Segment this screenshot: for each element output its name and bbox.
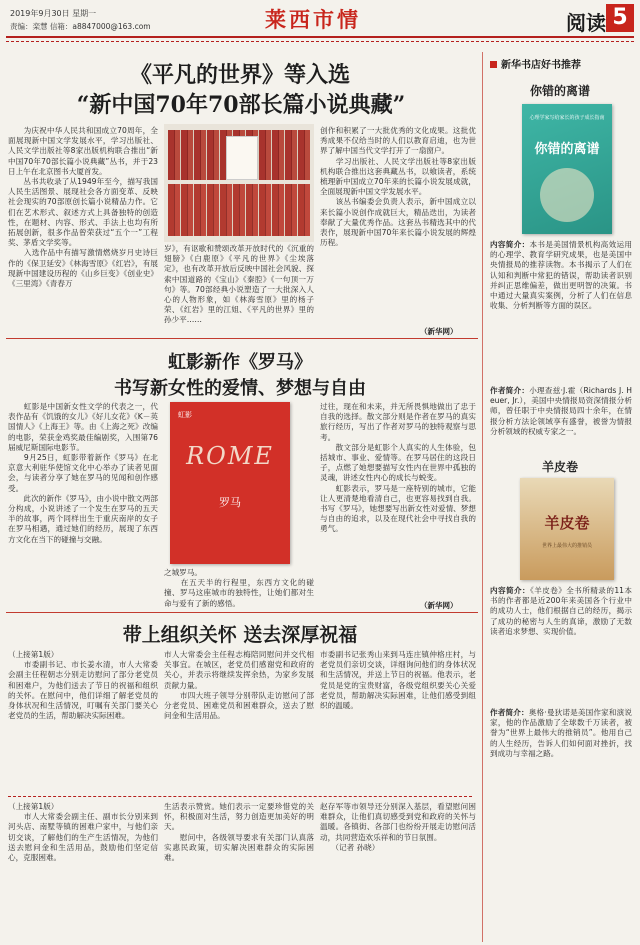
header-editor: 责编：栾慧 信箱：a8847000@163.com	[10, 22, 151, 31]
article-3-lower-column-1: （上接第1版） 市人大常委会副主任、副市长分别来到河头店、南墅等镇的困难户家中，与他们亲切交谈，了解他们的生产生活情况，为他们送去慰问金和生活用品，鼓励他们坚定信心，克服困难。	[8, 802, 158, 863]
sidebar-header-marker	[490, 61, 497, 68]
book2-intro-label: 内容简介：	[490, 586, 531, 595]
book1-cover-title: 你错的离谱	[534, 142, 600, 157]
rome-cover-author: 虹影	[178, 411, 192, 419]
article-2-title-line2: 书写新女性的爱情、梦想与自由	[114, 378, 366, 399]
book2-cover-title: 羊皮卷	[544, 514, 590, 532]
book1-cover-sub: 心理学家写给家长的孩子成长指南	[529, 115, 605, 121]
page-number-badge: 5	[606, 4, 634, 32]
newspaper-logo: 莱西市情	[265, 7, 361, 32]
book2-author	[490, 708, 632, 938]
book1-intro-label: 内容简介：	[490, 240, 530, 249]
sidebar-separator	[482, 52, 483, 942]
book-collection-image	[164, 124, 314, 242]
article-1-column-1: 为庆祝中华人民共和国成立70周年，全面展现新中国文学发展水平，学习出版社、人民文学出版社等8家出版机构联合推出“新中国70年70部长篇小说典藏”丛书，并于23日上午在北京图书大厦首发。 丛书共收录了从1949年至今，描写我国人民生活图景、展现社会各方面变革、反映社会现实的70部原创长篇小说精品力作。它们在艺术形式、叙述方式上具备独特的创造性，在题材、内容、形式、手法上也均有所拓展创新，很多作品曾荣获过“五个一”工程奖、茅盾文学奖等。 入选作品中有描写激情燃烧岁月史诗巨作的《保卫延安》《林海雪原》《红岩》，有展现新中国建设历程的《山乡巨变》《创业史》《三里湾》《青春万	[8, 126, 158, 289]
article-3-mid-rule	[8, 796, 472, 797]
book2-intro-text: 《羊皮卷》全书所精录的11本书的作者都是近200年来美国各个行业中的成功人士，他们根据自己的经历，揭示了成功的秘密与人生的真谛，激励了无数读者追求梦想、实现价值。	[490, 586, 632, 636]
book2-title: 羊皮卷	[541, 460, 578, 474]
article-1-title-line1: 《平凡的世界》等入选	[129, 62, 350, 88]
book2-cover	[520, 478, 614, 580]
book1-author-text: 小理查兹·J.霍（Richards J. Heuer, Jr.），美国中央情报局资深情报分析师，曾任职于中央情报局四十余年，在情报分析方法论领域享有盛誉，被誉为情报分析领域的权威专家之一。	[490, 386, 632, 436]
book1-intro	[490, 240, 632, 382]
book2-author-text: 奥格·曼狄诺是美国作家和演说家，他的作品激励了全球数千万读者，被誉为“世界上最伟大的推销员”。他用自己的人生经历，告诉人们如何面对挫折，找到成功与幸福之路。	[490, 708, 632, 758]
article-2-column-1: 虹影是中国新女性文学的代表之一，代表作品有《饥饿的女儿》《好儿女花》《K－英国情人》《上海王》等。由《上海之死》改编的电影，荣获金鸡奖最佳编剧奖，入围第76届威尼斯国际电影节。 9月25日，虹影带着新作《罗马》在北京意大利驻华使馆文化中心举办了读者见面会，与读者分享了她在罗马的见闻和创作感受。 此次的新作《罗马》，由小说中散文两部分构成，小说讲述了一个发生在罗马的五天半的故事，两个同样出生于重庆南岸的女子在罗马相遇，通过她们的经历，展现了东西方文化在当下的碰撞与交融。	[8, 402, 158, 544]
article-2-column-2: 之城罗马。 在五天半的行程里，东西方文化的碰撞、罗马这座城市的独特性，让她们都对生命与爱有了新的感悟。	[164, 568, 314, 608]
rome-book-cover	[170, 402, 290, 564]
page-header	[0, 0, 640, 46]
book1-intro-text: 本书是美国情景机构高效运用的心理学、教育学研究成果，也是美国中央情报局的推荐读物。本书揭示了人们在认知和判断中常犯的错误，帮助读者识别并纠正思维偏差，做出更明智的决策。书中通过大量真实案例，分析了人们在信息收集、分析判断等方面的误区。	[490, 240, 632, 311]
article-3-title: 带上组织关怀 送去深厚祝福	[122, 624, 358, 646]
article-3-column-3: 市委副书记张秀山来到马连庄镇仲格庄村，与老党员们亲切交谈，详细询问他们的身体状况和生活情况，并送上节日的祝福。他表示，老党员是党的宝贵财富，各级党组织要关心关爱老党员，帮助解决实际困难，让他们感受到组织的温暖。	[320, 650, 476, 711]
book1-author-label: 作者简介：	[490, 386, 530, 395]
header-dash-rule	[6, 41, 634, 42]
book1-cover	[522, 104, 612, 234]
book2-intro	[490, 586, 632, 706]
book1-title: 你错的离谱	[529, 84, 590, 98]
rome-cover-latin: ROME	[186, 442, 274, 470]
book1-author	[490, 386, 632, 452]
article-1-title-line2: “新中国70年70部长篇小说典藏”	[76, 92, 406, 118]
book2-author-label: 作者简介：	[490, 708, 529, 717]
article-2-column-3: 过往，现在和未来，并无所畏惧地做出了忠于自我的选择。散文部分则是作者在罗马的真实旅行经历，写出了作者对罗马的独特观察与思考。 散文部分是虹影个人真实的人生体验，包括城市、事业、爱情等。在罗马居住的这段日子，点燃了她想要描写女性内在世界中孤独的灵魂，讲述女性内心的成长与蜕变。 虹影表示，罗马是一座特别的城市，它能让人更清楚地看清自己，也更容易找到自我。书写《罗马》，她想要写出新女性对爱情、梦想与自由的追求，以及在现代社会中寻找自我的勇气。	[320, 402, 476, 534]
rome-cover-title: 罗马	[219, 496, 241, 509]
sidebar-header-label: 新华书店好书推荐	[501, 60, 581, 71]
article-1-column-3: 创作和积累了一大批优秀的文化成果。这批优秀成果不仅给当时的人们以教育启迪，也为世界了解中国当代文学打开了一扇窗户。 学习出版社、人民文学出版社等8家出版机构联合推出这套典藏丛书，以飨读者，系统梳理新中国成立70年来的长篇小说发展成就，全面展现新中国文学发展水平。 该丛书编委会负责人表示，新中国成立以来长篇小说创作成就巨大，精品迭出，为读者奉献了大量优秀作品。这套丛书精选其中的代表作，展现新中国70年来长篇小说发展的辉煌历程。	[320, 126, 476, 248]
header-rule	[6, 36, 634, 38]
book2-cover-sub: 世界上最伟大的推销员	[541, 543, 592, 549]
section-title: 阅读	[566, 11, 606, 35]
article-1-source: （新华网）	[420, 327, 458, 336]
article-3-lower-column-2: 生活表示赞赏。她们表示一定要珍惜党的关怀，积极面对生活，努力创造更加美好的明天。 慰问中，各级领导要求有关部门认真落实惠民政策，切实解决困难群众的实际困难。	[164, 802, 314, 863]
article-3-column-2: 市人大常委会主任程志梅陪同慰问并交代相关事宜。在城区，老党员们感谢党和政府的关心，并表示将继续发挥余热，为家乡发展贡献力量。 市四大班子领导分别带队走访慰问了部分老党员、困难党员和困难群众，送去了慰问金和生活用品。	[164, 650, 314, 721]
article-1-column-2: 岁》，有讴歌和赞颂改革开放时代的《沉重的翅膀》《白鹿原》《平凡的世界》《尘埃落定》，也有改革开放后反映中国社会风貌、探索中国道路的《宝山》《秦腔》《一句顶一万句》等。70部经典小说塑造了一大批深入人心的人物形象，如《林海雪原》里的杨子荣、《红岩》里的江姐、《平凡的世界》里的孙少平……	[164, 244, 314, 325]
sidebar-header	[490, 56, 634, 71]
divider-2	[6, 612, 478, 613]
article-3-column-1: （上接第1版） 市委副书记、市长姜水清，市人大常委会副主任程朝志分别走访慰问了部分老党员和困难户，为他们送去了节日的祝福和组织的关怀。在慰问中，他们详细了解老党员的身体状况和生活情况，叮嘱有关部门要关心老党员的生活，帮助解决实际困难。	[8, 650, 158, 721]
article-3-lower-column-3: 赵存军等市领导还分别深入基层，看望慰问困难群众，让他们真切感受到党和政府的关怀与温暖。各镇街、各部门也纷纷开展走访慰问活动，共同营造欢乐祥和的节日氛围。 （记者 孙晓）	[320, 802, 476, 852]
divider-1	[6, 338, 478, 339]
article-2-title-line1: 虹影新作《罗马》	[168, 352, 312, 373]
header-date: 2019年9月30日 星期一	[10, 9, 97, 18]
article-2-source: （新华网）	[420, 601, 458, 610]
